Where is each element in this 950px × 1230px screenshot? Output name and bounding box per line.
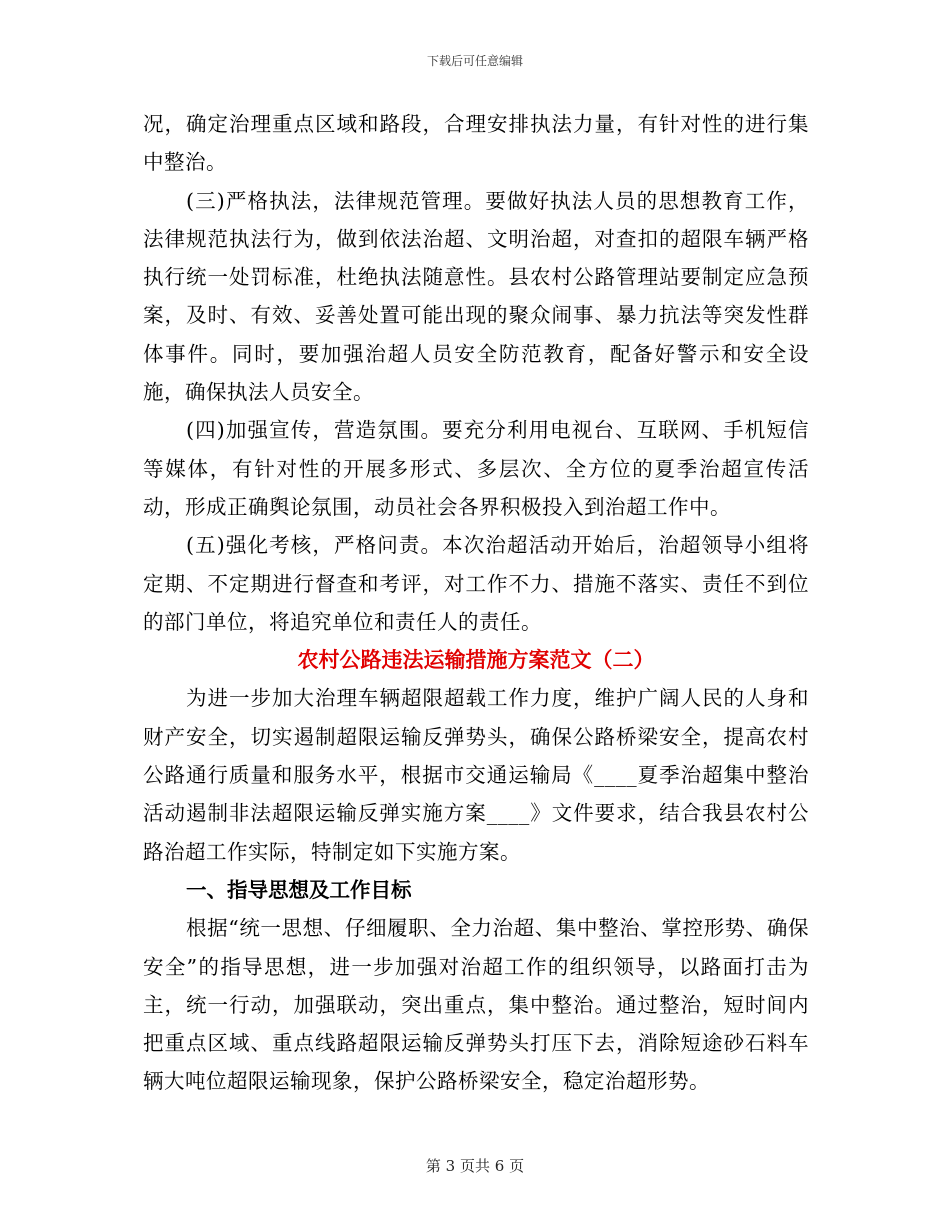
paragraph-intro: 为进一步加大治理车辆超限超载工作力度，维护广阔人民的人身和财产安全，切实遏制超限运输反弹势头，确保公路桥梁安全，提高农村公路通行质量和服务水平，根据市交通运输局《____夏季治超集中整治活动遏制非法超限运输反弹实施方案____》文件要求，结合我县农村公路治超工作实际，特制定如下实施方案。 — [143, 686, 809, 864]
page-header: 下载后可任意编辑 — [426, 54, 523, 68]
paragraph-publicity: (四)加强宣传，营造氛围。要充分利用电视台、互联网、手机短信等媒体，有针对性的开展多形式、多层次、全方位的夏季治超宣传活动，形成正确舆论氛围，动员社会各界积极投入到治超工作中。 — [143, 418, 809, 519]
section-heading: 一、指导思想及工作目标 — [186, 877, 412, 902]
page-footer: 第 3 页共 6 页 — [425, 1157, 525, 1175]
document-body — [143, 105, 809, 1101]
document-title: 农村公路违法运输措施方案范文（二） — [297, 648, 655, 673]
paragraph-guiding-principles: 根据“统一思想、仔细履职、全力治超、集中整治、掌控形势、确保安全”的指导思想，进一步加强对治超工作的组织领导，以路面打击为主，统一行动，加强联动，突出重点，集中整治。通过整治，短时间内把重点区域、重点线路超限运输反弹势头打压下去，消除短途砂石料车辆大吨位超限运输现象，保护公路桥梁安全，稳定治超形势。 — [143, 916, 809, 1094]
paragraph-continued: 况，确定治理重点区域和路段，合理安排执法力量，有针对性的进行集中整治。 — [143, 112, 809, 175]
paragraph-strict-enforcement: (三)严格执法，法律规范管理。要做好执法人员的思想教育工作，法律规范执法行为，做到依法治超、文明治超，对查扣的超限车辆严格执行统一处罚标准，杜绝执法随意性。县农村公路管理站要制定应急预案，及时、有效、妥善处置可能出现的聚众闹事、暴力抗法等突发性群体事件。同时，要加强治超人员安全防范教育，配备好警示和安全设施，确保执法人员安全。 — [143, 188, 809, 405]
paragraph-assessment: (五)强化考核，严格问责。本次治超活动开始后，治超领导小组将定期、不定期进行督查和考评，对工作不力、措施不落实、责任不到位的部门单位，将追究单位和责任人的责任。 — [143, 533, 809, 634]
